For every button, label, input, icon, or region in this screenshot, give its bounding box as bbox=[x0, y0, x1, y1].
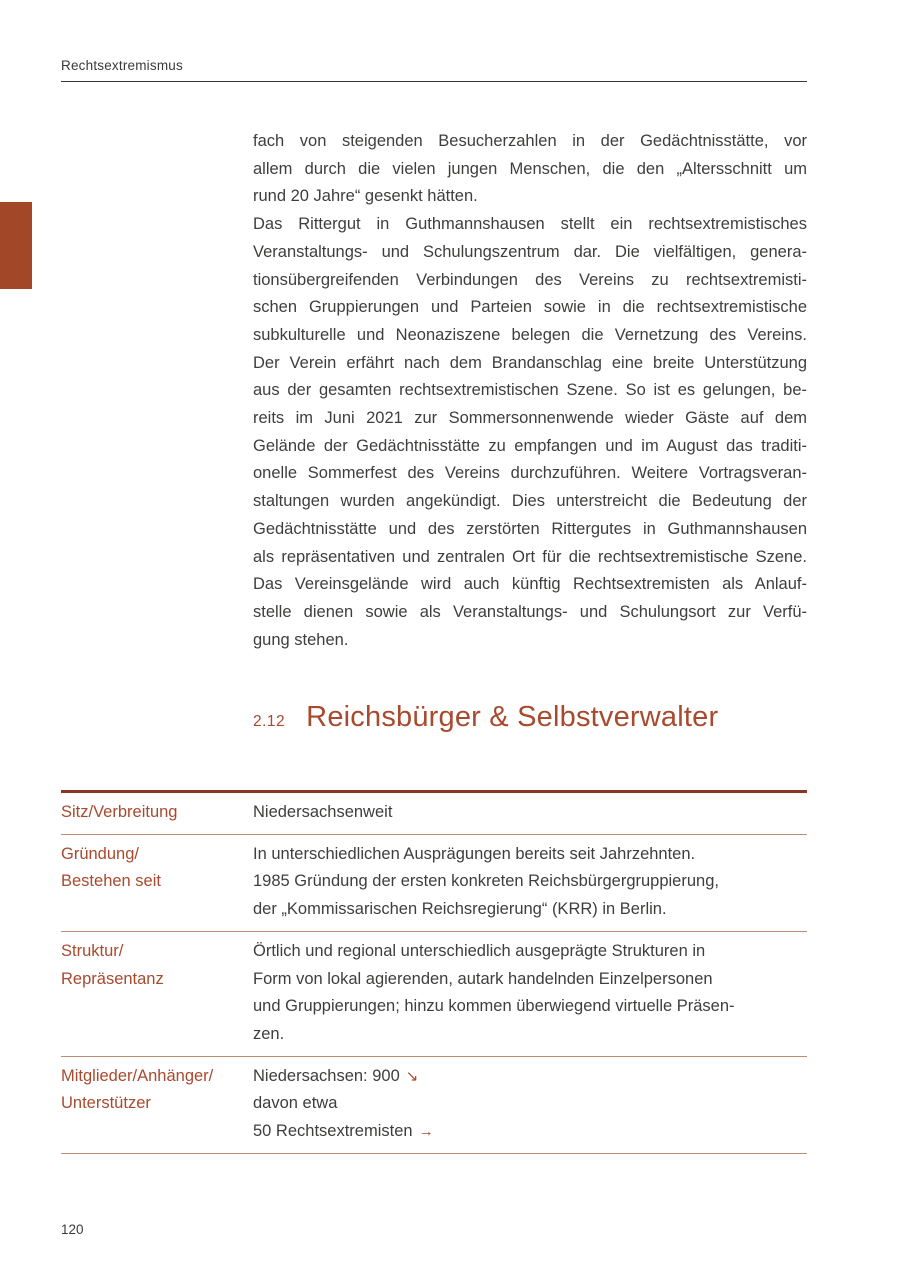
body-paragraph-2-line: Der Verein erfährt nach dem Brandanschlag eine breite Unterstützung bbox=[253, 353, 807, 372]
info-row-label bbox=[61, 841, 253, 924]
body-paragraph-2-line: Gedächtnisstätte und des zerstörten Rittergutes in Guthmannshausen bbox=[253, 519, 807, 538]
body-paragraph-2-line: onelle Sommerfest des Vereins durchzuführen. Weitere Vortragsveran- bbox=[253, 464, 807, 483]
body-paragraph-2-line: gung stehen. bbox=[253, 630, 349, 649]
info-row-label-line: Gründung/ bbox=[61, 844, 139, 863]
info-row-label-line: Bestehen seit bbox=[61, 872, 161, 891]
body-paragraph-2-line: staltungen wurden angekündigt. Dies unterstreicht die Bedeutung der bbox=[253, 492, 807, 511]
info-row-label-line: Struktur/ bbox=[61, 941, 124, 960]
body-paragraph-2-line: stelle dienen sowie als Veranstaltungs- und Schulungsort zur Verfü- bbox=[253, 602, 807, 621]
info-row-value bbox=[253, 799, 392, 827]
body-paragraph-2-line: schen Gruppierungen und Parteien sowie in die rechtsextremistische bbox=[253, 298, 807, 317]
info-row-label-line: Sitz/Verbreitung bbox=[61, 803, 178, 821]
info-row-value-line: Form von lokal agierenden, autark handelnden Einzelpersonen bbox=[253, 969, 713, 988]
body-paragraph-2-line: als repräsentativen und zentralen Ort für die rechtsextremistische Szene. bbox=[253, 547, 807, 566]
info-row-label bbox=[61, 1063, 253, 1146]
body-paragraph-2-line: aus der gesamten rechtsextremistischen Szene. So ist es gelungen, be- bbox=[253, 381, 807, 400]
info-row-value-line: zen. bbox=[253, 1024, 285, 1043]
info-table-row bbox=[61, 835, 807, 932]
info-row-label-line: Unterstützer bbox=[61, 1094, 151, 1113]
info-row-label bbox=[61, 938, 253, 1049]
info-row-value-line: Niedersachsen: 900 ↘ bbox=[253, 1066, 419, 1085]
page-number: 120 bbox=[61, 1222, 84, 1237]
info-row-value bbox=[253, 938, 735, 1049]
info-table bbox=[61, 790, 807, 1154]
info-row-value bbox=[253, 841, 719, 924]
body-paragraph-2-line: Das Rittergut in Guthmannshausen stellt ein rechtsextremistisches bbox=[253, 215, 807, 234]
body-text bbox=[253, 128, 807, 654]
info-row-value-line: In unterschiedlichen Ausprägungen bereits seit Jahrzehnten. bbox=[253, 844, 696, 863]
body-paragraph-2-line: Das Vereinsgelände wird auch künftig Rechtsextremisten als Anlauf- bbox=[253, 575, 807, 594]
body-paragraph-1-line: allem durch die vielen jungen Menschen, die den „Altersschnitt um bbox=[253, 159, 807, 178]
section-heading bbox=[253, 701, 853, 734]
chapter-side-tab bbox=[0, 202, 32, 289]
info-table-row bbox=[61, 793, 807, 835]
body-paragraph-2-line: Gelände der Gedächtnisstätte zu empfangen und im August das traditi- bbox=[253, 436, 807, 455]
info-row-value-line: und Gruppierungen; hinzu kommen überwiegend virtuelle Präsen- bbox=[253, 997, 735, 1016]
info-row-value-line: 1985 Gründung der ersten konkreten Reichsbürgergruppierung, bbox=[253, 872, 719, 891]
info-row-value bbox=[253, 1063, 434, 1146]
trend-down-arrow-icon: ↘ bbox=[405, 1067, 419, 1085]
info-row-value-line: Niedersachsenweit bbox=[253, 803, 393, 821]
trend-right-arrow-icon: → bbox=[418, 1123, 434, 1141]
info-row-value-line: 50 Rechtsextremisten → bbox=[253, 1122, 434, 1141]
body-paragraph-2-line: tionsübergreifenden Verbindungen des Vereins zu rechtsextremisti- bbox=[253, 270, 807, 289]
info-row-label-line: Mitglieder/Anhänger/ bbox=[61, 1066, 214, 1085]
body-paragraph-2-line: subkulturelle und Neonaziszene belegen die Vernetzung des Vereins. bbox=[253, 325, 807, 344]
section-title: Reichsbürger & Selbstverwalter bbox=[306, 701, 719, 733]
section-number: 2.12 bbox=[253, 713, 286, 730]
body-paragraph-2-line: reits im Juni 2021 zur Sommersonnenwende wieder Gäste auf dem bbox=[253, 409, 807, 428]
body-paragraph-2-line: Veranstaltungs- und Schulungszentrum dar. Die vielfältigen, genera- bbox=[253, 242, 807, 261]
header-rule bbox=[61, 81, 807, 82]
running-header: Rechtsextremismus bbox=[61, 58, 183, 73]
body-paragraph-1-line: fach von steigenden Besucherzahlen in der Gedächtnisstätte, vor bbox=[253, 132, 807, 150]
info-table-row bbox=[61, 932, 807, 1057]
info-table-row bbox=[61, 1057, 807, 1154]
info-row-value-line: davon etwa bbox=[253, 1094, 338, 1113]
info-row-value-line: der „Kommissarischen Reichsregierung“ (KRR) in Berlin. bbox=[253, 900, 667, 919]
body-paragraph-1-line: rund 20 Jahre“ gesenkt hätten. bbox=[253, 187, 478, 206]
info-row-value-line: Örtlich und regional unterschiedlich ausgeprägte Strukturen in bbox=[253, 941, 706, 960]
info-row-label-line: Repräsentanz bbox=[61, 969, 164, 988]
info-row-label bbox=[61, 799, 253, 827]
